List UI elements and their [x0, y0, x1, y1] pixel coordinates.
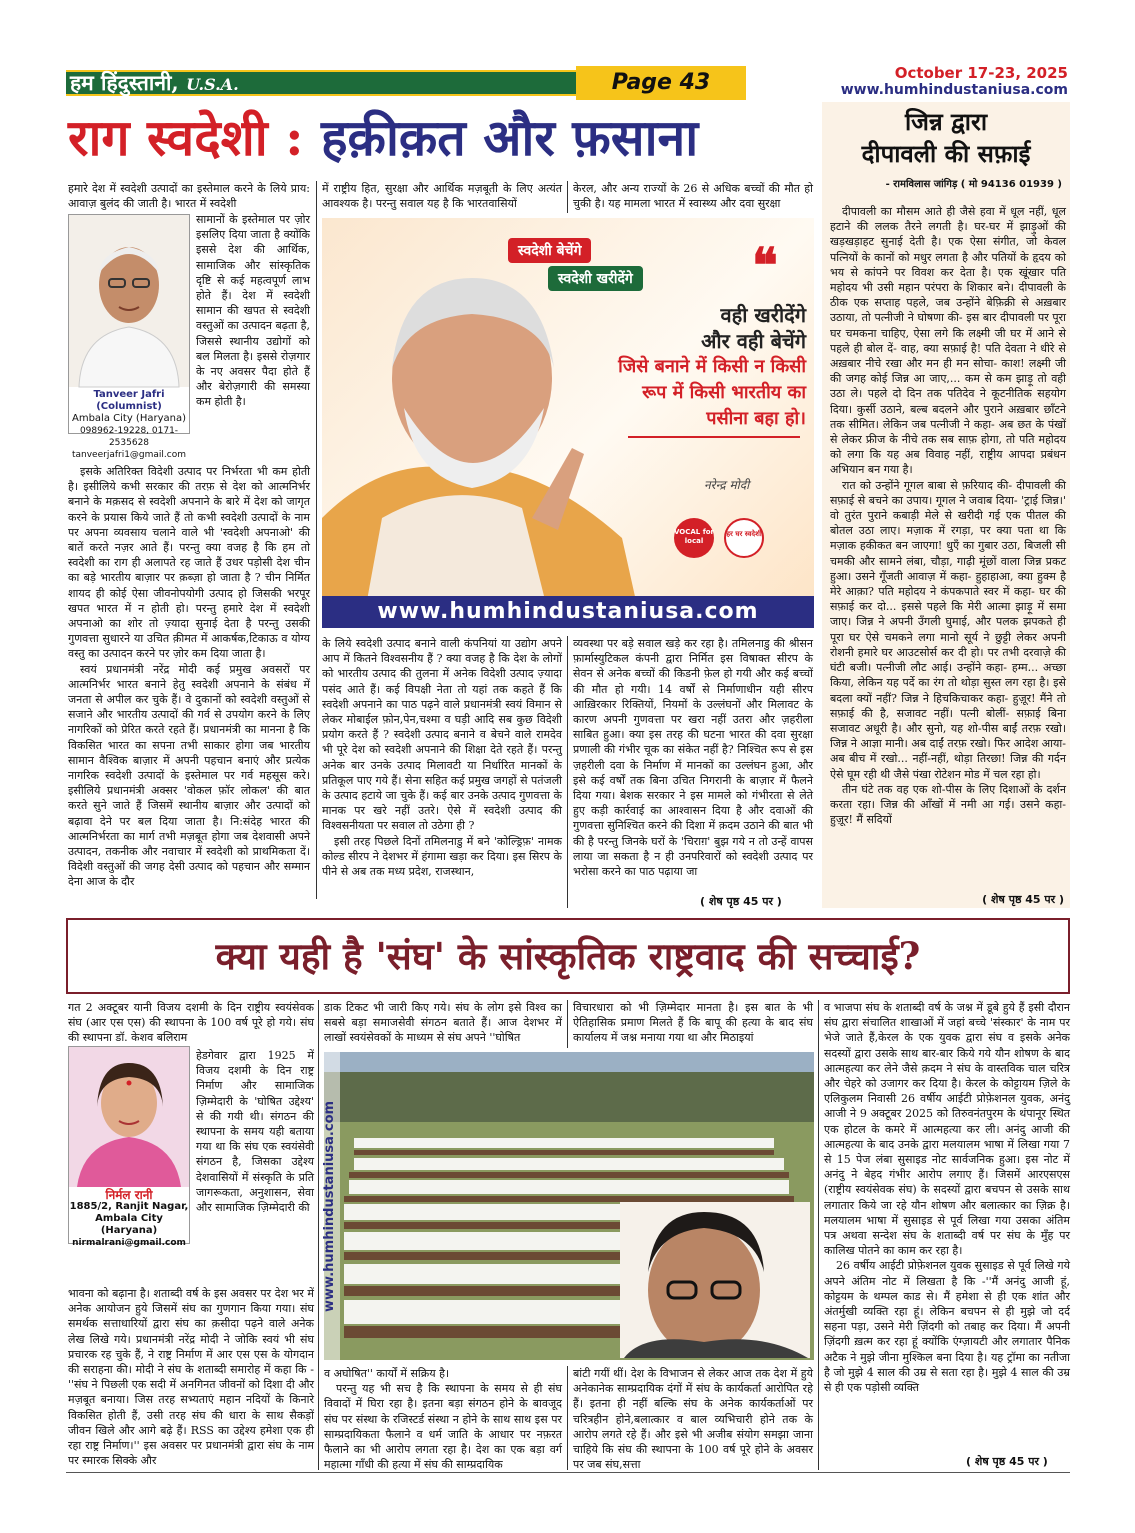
quote-line4: रूप में किसी भारतीय का [642, 382, 806, 403]
poster-signature: नरेन्द्र मोदी [704, 478, 750, 492]
side-article [822, 102, 1070, 908]
modi-poster [322, 218, 814, 628]
side-continued: ( शेष पृष्ठ 45 पर ) [982, 893, 1064, 906]
side-body [830, 204, 1066, 890]
brand-name: हम हिंदुस्तानी, U.S.A. [70, 70, 239, 95]
author2-email: nirmalrani@gmail.com [72, 1238, 186, 1248]
main-col2-top: में राष्ट्रीय हित, सुरक्षा और आर्थिक मज़बूती के लिए अत्यंत आवश्यक है। परन्तु सवाल यह है कि भारतवासियों [322, 182, 562, 211]
side-para1: दीपावली का मौसम आते ही जैसे हवा में धूल नहीं, धूल हटाने की ललक तैरने लगती है। घर-घर में झाड़ुओं की खड़खड़ाहट सुनाई देती है। एक ऐसा संगीत, जो केवल पत्नियों के कानों को मधुर लगता है और पतियों के हृदय को भय से कांपने पर विवश कर देता है। एक खूंखार पति महोदय भी उसी महान परंपरा के शिकार बने। दीपावली के ठीक एक सप्ताह पहले, जब उन्होंने बेफ़िक्री से अख़बार उठाया, तो पत्नीजी ने घोषणा की- इस बार दीपावली पर पूरा घर चमकना चाहिए, ऐसा लगे कि लक्ष्मी जी घर में आने से पहले ही बोल दें- वाह, क्या सफ़ाई है! पति देवता ने धीरे से अख़बार नीचे रखा और मन ही मन सोचा- काश! लक्ष्मी जी की जगह कोई जिन्न आ जाए,... कम से कम झाड़ू तो वही उठा ले। पहले दो दिन तक पतिदेव ने कूटनीतिक सहयोग दिया। कुर्सी उठाने, बल्ब बदलने और पुराने अख़बार छाँटने तक सीमित। लेकिन जब पत्नीजी ने कहा- अब छत के पंखों से लेकर फ्रीज के नीचे तक सब साफ़ होगा, तो पति महोदय को लगा कि यह अब विवाह नहीं, राष्ट्रीय आपदा प्रबंधन अभियान बन गया है। [830, 205, 1066, 477]
poster-divider [628, 436, 800, 438]
author2-name: निर्मल रानी [105, 1188, 153, 1202]
side-title [822, 106, 1070, 170]
har-ghar-swadeshi-badge: हर घर स्वदेशी [724, 518, 764, 558]
main-col2-para2: इसी तरह पिछले दिनों तमिलनाडु में बने 'कोल्ड्रिफ़' नामक कोल्ड सीरप ने देशभर में हंगामा खड़ा कर दिया। इस सिरप के पीने से अब तक मध्य प्रदेश, राजस्थान, [322, 834, 562, 879]
poster-tag2: स्वदेशी खरीदेंगे [548, 266, 643, 291]
second-col4 [824, 1000, 1070, 1452]
vocal-for-local-badge: VOCAL for local [674, 518, 714, 558]
headline-red: राग स्वदेशी : [68, 108, 304, 167]
second-headline: क्या यही है 'संघ' के सांस्कृतिक राष्ट्रवाद की सच्चाई? [215, 934, 921, 978]
second-col4-para2: 26 वर्षीय आईटी प्रोफ़ेशनल युवक सुसाइड से पूर्व लिखे गये अपने अंतिम नोट में लिखता है कि -''मैं अनंदु आजी हूं, कोट्टयम के थम्पल काड से। मैं हमेशा से ही एक शांत और अंतर्मुखी व्यक्ति रहा हूं। लेकिन बचपन से ही मुझे जो दर्द सहना पड़ा, उसने मेरी ज़िंदगी को तबाह कर दिया। मैं अपनी ज़िंदगी ख़त्म कर रहा हूं क्योंकि एंग्ज़ायटी और लगातार पैनिक अटैक ने मुझे जीना मुश्किल बना दिया है। यह ट्रॉमा का नतीजा है जो मुझे 4 साल की उम्र से सता रहा है। मुझे 4 साल की उम्र से ही एक पड़ोसी व्यक्ति [824, 1259, 1070, 1395]
second-col2-top: डाक टिकट भी जारी किए गये। संघ के लोग इसे विश्व का सबसे बड़ा समाजसेवी संगठन बताते हैं। आज देशभर में लाखों स्वयंसेवकों के माध्यम से संघ अपने ''घोषित [324, 1001, 562, 1045]
main-headline [68, 104, 820, 172]
quote-line5: पसीना बहा हो। [706, 408, 806, 429]
main-col2-para1: के लिये स्वदेशी उत्पाद बनाने वाली कंपनियां या उद्योग अपने आप में कितने विश्वसनीय हैं ? क्या वजह है कि देश के लोगों को भारतीय उत्पाद की तुलना में अनेक विदेशी उत्पाद ज़्यादा पसंद आते हैं। कई विपक्षी नेता तो यहां तक कहते हैं कि स्वदेशी अपनाने का पाठ पढ़ने वाले प्रधानमंत्री स्वयं विमान से लेकर मोबाईल फ़ोन,पेन,चश्मा व घड़ी आदि सब कुछ विदेशी प्रयोग करते हैं ? स्वदेशी उत्पाद बनाने व बेचने वाले रामदेव भी पूरे देश को स्वदेशी अपनाने की शिक्षा देते रहते हैं। परन्तु अनेक बार उनके उत्पाद मिलावटी या निर्धारित मानकों के प्रतिकूल पाए गये हैं। सेना सहित कई प्रमुख जगहों से पतंजली के उत्पाद हटाये जा चुके हैं। कई बार उनके उत्पाद गुणवत्ता के मानक पर खरे नहीं उतरे। ऐसे में स्वदेशी उत्पाद की विश्वसनीयता पर सवाल तो उठेगा ही ? [322, 637, 562, 833]
author-phone: 098962-19228, 0171-2535628 [79, 426, 179, 448]
quote-line1: वही खरीदेंगे [720, 303, 806, 327]
poster-quote [544, 302, 806, 432]
second-col1-side: हेडगेवार द्वारा 1925 में विजय दशमी के दिन राष्ट्र निर्माण और सामाजिक ज़िम्मेदारी के 'घोषित उद्देश्य' से की गयी थी। संगठन की स्थापना के समय यही बताया गया था कि संघ एक स्वयंसेवी संगठन है, जिसका उद्देश्य देशवासियों में संस्कृति के प्रति जागरूकता, अनुशासन, सेवा और सामाजिक ज़िम्मेदारी की [196, 1049, 314, 1215]
poster-tag1: स्वदेशी बेचेंगे [508, 238, 591, 263]
second-col1-top: गत 2 अक्टूबर यानी विजय दशमी के दिन राष्ट्रीय स्वयंसेवक संघ (आर एस एस) की स्थापना के 100 वर्ष पूरे हो गये। संघ की स्थापना डॉ. केशव बलिराम [68, 1001, 314, 1045]
author-photo-box [68, 214, 190, 460]
second-col3-top: विचारधारा को भी ज़िम्मेदार मानता है। इस बात के भी ऐतिहासिक प्रमाण मिलते हैं कि बापू की हत्या के बाद संघ कार्यालय में जश्न मनाया गया था और मिठाइयां [573, 1001, 813, 1045]
side-para2: रात को उन्होंने गूगल बाबा से फ़रियाद की- दीपावली की सफ़ाई से बचने का उपाय। गूगल ने जवाब दिया- 'ट्राई जिन्न।' वो तुरंत पुराने कबाड़ी मेले से खरीदी गई एक पीतल की बोतल उठा लाए। मज़ाक में रगड़ा, पर क्या पता था कि मज़ाक हकीकत बन जाएगा! धुएँ का गुबार उठा, बिजली सी चमकी और सामने लंबा, चौड़ा, गाढ़ी मूंछों वाला जिन्न प्रकट हुआ। उसने गूँजती आवाज़ में कहा- हुहाहाआ, क्या हुक्म है मेरे आक़ा? पति महोदय ने कंपकपाते स्वर में कहा- घर की सफ़ाई कर दो... इससे पहले कि मेरी आत्मा झाड़ू में समा जाए। जिन्न ने अपनी उँगली घुमाई, और पलक झपकते ही पूरा घर ऐसे चमकने लगा मानो सूर्य ने छुट्टी लेकर अपनी रोशनी हमारे घर आउटसोर्स कर दी हो। पर तभी दरवाज़े की घंटी बजी। पत्नीजी लौट आई। उन्होंने कहा- हम्म... अच्छा किया, लेकिन यह पर्दे का रंग तो थोड़ा सुस्त लग रहा है। इसे बदला क्यों नहीं? जिन्न ने हिचकिचाकर कहा- हुज़ूर! मैंने तो सफ़ाई की है, सजावट नहीं। पत्नी बोलीं- सफ़ाई बिना सजावट अधूरी है। और सुनो, यह शो-पीस बाईं तरफ़ रखो। जिन्न ने आज्ञा मानी। अब दाईं तरफ़ रखो। फिर आदेश आया- अब बीच में रखो... नहीं-नहीं, थोड़ा तिरछा! जिन्न की गर्दन ऐसे घूम रही थी जैसे पंखा रोटेशन मोड में चल रहा हो। [830, 478, 1066, 781]
side-title-line1: जिन्न द्वारा [904, 107, 988, 136]
main-continued: ( शेष पृष्ठ 45 पर ) [700, 895, 782, 908]
second-col2-bottom [324, 1366, 562, 1470]
rss-photo [324, 1052, 814, 1360]
author-city: Ambala City (Haryana) [72, 413, 186, 424]
main-col1-rest [68, 464, 310, 900]
column-rule [318, 1000, 319, 1470]
author2-photo [69, 1047, 189, 1187]
main-col3-top: केरल, और अन्य राज्यों के 26 से अधिक बच्चों की मौत हो चुकी है। यह मामला भारत में स्वास्थ्य और दवा सुरक्षा [573, 182, 813, 211]
main-col1-side: सामानों के इस्तेमाल पर ज़ोर इसलिए दिया जाता है क्योंकि इससे देश की आर्थिक, सामाजिक और सांस्कृतिक दृष्टि से कई महत्वपूर्ण लाभ होते हैं। देश में स्वदेशी सामान की खपत से स्वदेशी वस्तुओं का उत्पादन बढ़ता है, जिससे स्थानीय उद्योगों को बल मिलता है। इससे रोज़गार के नए अवसर पैदा होते हैं और बेरोज़गारी की समस्या कम होती है। [196, 213, 310, 409]
second-col3-bottom: बांटी गयीं थीं। देश के विभाजन से लेकर आज तक देश में हुये अनेकानेक साम्प्रदायिक दंगों में संघ के कार्यकर्ता आरोपित रहे हैं। इतना ही नहीं बल्कि संघ के अनेक कार्यकर्ताओं पर चरित्रहीन होने,बलात्कार व बाल व्यभिचारी होने तक के आरोप लगते रहे हैं। और इसे भी अजीब संयोग समझा जाना चाहिये कि संघ की स्थापना के 100 वर्ष पूरे होने के अवसर पर जब संघ,सत्ता [573, 1367, 813, 1472]
side-para3: तीन घंटे तक वह एक शो-पीस के लिए दिशाओं के दर्शन करता रहा। जिन्न की आँखों में नमी आ गई। उसने कहा- हुज़ूर! मैं सदियों [830, 782, 1066, 827]
author2-city: Ambala City (Haryana) [95, 1213, 163, 1236]
rss-photo-watermark: www.humhindustaniusa.com [322, 1052, 340, 1360]
column-rule [818, 1000, 819, 1470]
second-col1-rest: भावना को बढ़ाना है। शताब्दी वर्ष के इस अवसर पर देश भर में अनेक आयोजन हुये जिसमें संघ का गुणगान किया गया। संघ समर्थक सत्ताधारियों द्वारा संघ का क़सीदा पढ़ने वाले अनेक लेख लिखे गये। प्रधानमंत्री नरेंद्र मोदी ने जोकि स्वयं भी संघ प्रचारक रह चुके हैं, ने राष्ट्र निर्माण में आर एस एस के योगदान की सराहना की। मोदी ने संघ के शताब्दी समारोह में कहा कि -''संघ ने पिछली एक सदी में अनगिनत जीवनों को दिशा दी और मज़बूत बनाया। जिस तरह सभ्यताएं महान नदियों के किनारे विकसित होती हैं, उसी तरह संघ की धारा के साथ सैकड़ों जीवन खिले और आगे बढ़े हैं। RSS का उद्देश्य हमेशा एक ही रहा राष्ट्र निर्माण।'' इस अवसर पर प्रधानमंत्री द्वारा संघ के नाम पर स्मारक सिक्के और [68, 1287, 314, 1468]
main-col1-top: हमारे देश में स्वदेशी उत्पादों का इस्तेमाल करने के लिये प्राय: आवाज़ बुलंद की जाती है। भारत में स्वदेशी [68, 182, 310, 211]
author-email: tanveerjafri1@gmail.com [71, 450, 187, 460]
second-col2-para1: व अघोषित'' कार्यों में सक्रिय है। [324, 1367, 450, 1380]
second-col2-para2: परन्तु यह भी सच है कि स्थापना के समय से ही संघ विवादों में घिरा रहा है। इतना बड़ा संगठन होने के बावजूद संघ पर संस्था के रजिस्टर्ड संस्था न होने के साथ साथ इस पर साम्प्रदायिकता फैलाने व धर्म जाति के आधार पर नफ़रत फैलाने का भी आरोप लगता रहा है। देश का एक बड़ा वर्ग महात्मा गाँधी की हत्या में संघ की साम्प्रदायिक [324, 1382, 562, 1472]
author2-photo-box [68, 1046, 190, 1248]
quote-line3: जिसे बनाने में किसी न किसी [618, 356, 806, 377]
side-byline: - रामविलास जांगिड़ ( मो 94136 01939 ) [885, 179, 1062, 190]
column-rule [567, 1366, 568, 1470]
column-rule [567, 1000, 568, 1048]
main-col1-para2: स्वयं प्रधानमंत्री नरेंद्र मोदी कई प्रमुख अवसरों पर आत्मनिर्भर भारत बनाने हेतु स्वदेशी अपनाने के संबंध में जनता से अपील कर चुके हैं। वे दुकानों को स्वदेशी वस्तुओं से सजाने और भारतीय उत्पादों की गर्व से उपयोग करने के लिए नागरिकों को प्रेरित करते रहते हैं। प्रधानमंत्री का मानना है कि विकसित भारत का सपना तभी साकार होगा जब भारतीय सामान वैश्विक बाज़ार में अपनी पहचान बनाएं और प्रत्येक नागरिक स्वदेशी उत्पादों के इस्तेमाल पर गर्व महसूस करे। इसीलिये प्रधानमंत्री अक्सर 'वोकल फ़ॉर लोकल' की बात करते सुने जाते हैं जिसमें स्थानीय बाज़ार और उत्पादों को बढ़ावा देने पर बल दिया जाता है। नि:संदेह भारत की आत्मनिर्भरता का मार्ग तभी मज़बूत होगा जब देशवासी अपने उत्पादन, तकनीक और नवाचार में स्वदेशी को प्राथमिकता दें। विदेशी वस्तुओं की जगह देसी उत्पाद को पहचान और सम्मान देना आज के दौर [68, 662, 310, 889]
quote-icon: ❝ [752, 238, 778, 294]
second-continued: ( शेष पृष्ठ 45 पर ) [966, 1455, 1048, 1468]
main-col3-bottom: व्यवस्था पर बड़े सवाल खड़े कर रहा है। तमिलनाडु की श्रीसन फ़ार्मास्युटिकल कंपनी द्वारा निर्मित इस विषाक्त सीरप के सेवन से अनेक बच्चों की किडनी फ़ेल हो गयी और कई बच्चों की मौत हो गयी। 14 वर्षों से निर्माणाधीन यही सीरप आख़िरकार रिक्तियों, नियमों के उल्लंघनों और मिलावट के कारण अपनी गुणवत्ता पर खरा नहीं उतरा और ज़हरीला साबित हुआ। क्या इस तरह की घटना भारत की दवा सुरक्षा प्रणाली की गंभीर चूक का संकेत नहीं है? निश्चित रूप से इस ज़हरीली दवा के निर्माण में मानकों का उल्लंघन हुआ, और इसे कई वर्षों तक बिना उचित निगरानी के बाज़ार में फैलने दिया गया। बेशक सरकार ने इस मामले को गंभीरता से लेते हुए कड़ी कार्रवाई का आश्वासन दिया है और दवाओं की गुणवत्ता सुनिश्चित करने की दिशा में क़दम उठाने की बात भी की है परन्तु जिनके घरों के 'चिराग़' बुझ गये न तो उन्हें वापस लाया जा सकता है न ही उनपरिवारों को स्वदेशी उत्पाद पर भरोसा करने का पाठ पढ़ाया जा [573, 637, 813, 879]
column-rule [567, 181, 568, 213]
side-title-line2: दीपावली की सफ़ाई [861, 139, 1031, 168]
page-label: Page 43 [576, 66, 746, 100]
main-col2-bottom [322, 636, 562, 908]
column-rule [567, 636, 568, 908]
website-link[interactable]: www.humhindustaniusa.com [840, 82, 1068, 98]
second-headline-box [66, 918, 1070, 994]
main-col1-para1: इसके अतिरिक्त विदेशी उत्पाद पर निर्भरता भी कम होती है। इसीलिये कभी सरकार की तरफ़ से देश को आत्मनिर्भर बनाने के मक़सद से स्वदेशी अपनाने के बारे में देश को जागृत करने के प्रयास किये जाते हैं तो कभी स्वदेशी उत्पादों के नाम पर अपना व्यवसाय चलाने वाले भी 'स्वदेशी अपनाओ' की बातें करते नज़र आते हैं। परन्तु क्या वजह है कि हम तो स्वदेशी का राग ही अलापते रह जाते हैं उधर पड़ोसी देश चीन का बड़े भारतीय बाज़ार पर क़ब्ज़ा हो जाता है ? चीन निर्मित शायद ही कोई ऐसा जीवनोपयोगी उत्पाद हो जिसकी भरपूर खपत भारत में न होती हो। परन्तु हमारे देश में स्वदेशी अपनाओ का शोर तो ज़्यादा सुनाई देता है परन्तु उसकी गुणवत्ता सुधारने या उचित क़ीमत में आकर्षक,टिकाऊ व योग्य वस्तु का उत्पादन करने पर ज़ोर कम दिया जाता है। [68, 465, 310, 661]
poster-watermark: www.humhindustaniusa.com [322, 596, 814, 628]
rss-photo-drawing [324, 1052, 814, 1360]
masthead [66, 64, 1070, 104]
headline-blue: हक़ीक़त और फ़साना [321, 108, 699, 167]
column-rule [316, 181, 317, 899]
author2-address: 1885/2, Ranjit Nagar, [69, 1201, 189, 1212]
bottom-border [66, 1472, 1070, 1473]
issue-date: October 17-23, 2025 [894, 64, 1068, 82]
author-name: Tanveer Jafri (Columnist) [93, 389, 165, 412]
author-photo [69, 215, 189, 387]
quote-line2: और वही बेचेंगे [701, 329, 806, 353]
second-col4-para1: व भाजपा संघ के शताब्दी वर्ष के जश्न में डूबे हुये हैं इसी दौरान संघ द्वारा संचालित शाखाओं में जहां बच्चे 'संस्कार' के नाम पर भेजे जाते हैं,केरल के एक युवक द्वारा संघ व इसके अनेक सदस्यों द्वारा उसके साथ बार-बार किये गये यौन शोषण के बाद आत्महत्या कर लेने जैसे क़दम ने संघ के वास्तविक चाल चरित्र और चेहरे को उजागर कर दिया है। केरल के कोट्टायम ज़िले के एलिकुलम निवासी 26 वर्षीय आईटी प्रोफ़ेशनल युवक, अनंदु आजी ने 9 अक्टूबर 2025 को तिरुवनंतपुरम के थंपानूर स्थित एक होटल के कमरे में आत्महत्या कर ली। अनंदु आजी की आत्महत्या के बाद उनके द्वारा मलयालम भाषा में लिखा गया 7 से 15 पेज लंबा सुसाइड नोट सार्वजनिक हुआ। इस नोट में अनंदु ने बेहद गंभीर आरोप लगाए हैं। जिसमें आरएसएस (राष्ट्रीय स्वयंसेवक संघ) के सदस्यों द्वारा बचपन से उसके साथ लगातार किये जा रहे यौन शोषण और बलात्कार का ज़िक्र है। मलयालम भाषा में सुसाइड से पूर्व लिखा गया उसका अंतिम पत्र अथवा सन्देश संघ के शताब्दी वर्ष पर संघ के मुँह पर कालिख पोतने का काम कर रहा है। [824, 1001, 1070, 1258]
